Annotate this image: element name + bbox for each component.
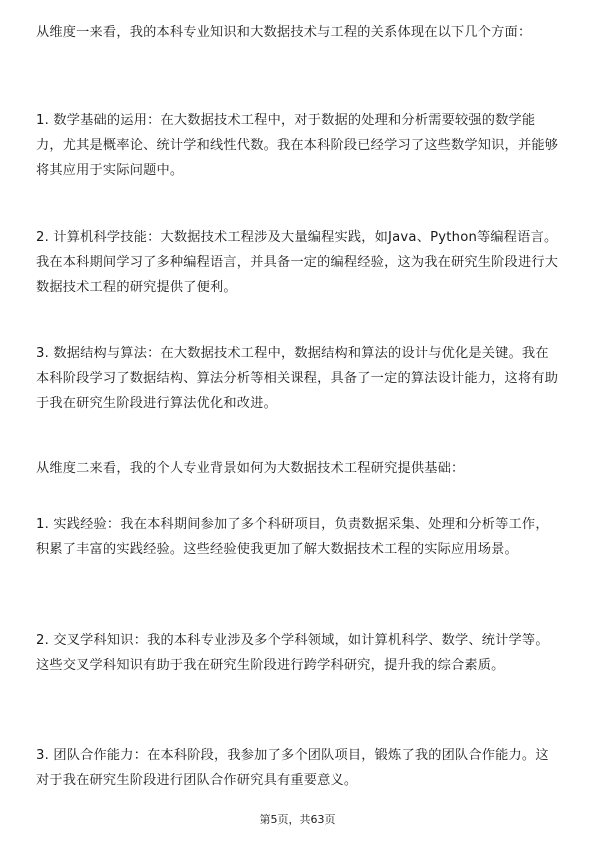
- intro-dimension-one: 从维度一来看，我的本科专业知识和大数据技术与工程的关系体现在以下几个方面：: [36, 25, 532, 40]
- intro-dimension-two: 从维度二来看，我的个人专业背景如何为大数据技术工程研究提供基础：: [36, 461, 465, 476]
- list-item-interdisciplinary: 2. 交叉学科知识：我的本科专业涉及多个学科领域，如计算机科学、数学、统计学等。这些交叉学科知识有助于我在研究生阶段进行跨学科研究，提升我的综合素质。: [36, 633, 549, 673]
- list-item-practice: 1. 实践经验：我在本科期间参加了多个科研项目，负责数据采集、处理和分析等工作，积累了丰富的实践经验。这些经验使我更加了解大数据技术工程的实际应用场景。: [36, 517, 549, 557]
- page-number: 第5页，共63页: [259, 813, 336, 826]
- list-item-math-foundation: 1. 数学基础的运用：在大数据技术工程中，对于数据的处理和分析需要较强的数学能力，尤其是概率论、统计学和线性代数。我在本科阶段已经学习了这些数学知识，并能够将其应用于实际问题中。: [36, 113, 559, 178]
- list-item-cs-skills: 2. 计算机科学技能：大数据技术工程涉及大量编程实践，如Java、Python等编程语言。我在本科期间学习了多种编程语言，并具备一定的编程经验，这为我在研究生阶段进行大数据技术工程的研究提供了便利。: [36, 230, 559, 295]
- list-item-teamwork: 3. 团队合作能力：在本科阶段，我参加了多个团队项目，锻炼了我的团队合作能力。这对于我在研究生阶段进行团队合作研究具有重要意义。: [36, 748, 549, 788]
- list-item-data-structures: 3. 数据结构与算法：在大数据技术工程中，数据结构和算法的设计与优化是关键。我在本科阶段学习了数据结构、算法分析等相关课程，具备了一定的算法设计能力，这将有助于我在研究生阶段进行算法优化和改进。: [36, 346, 559, 411]
